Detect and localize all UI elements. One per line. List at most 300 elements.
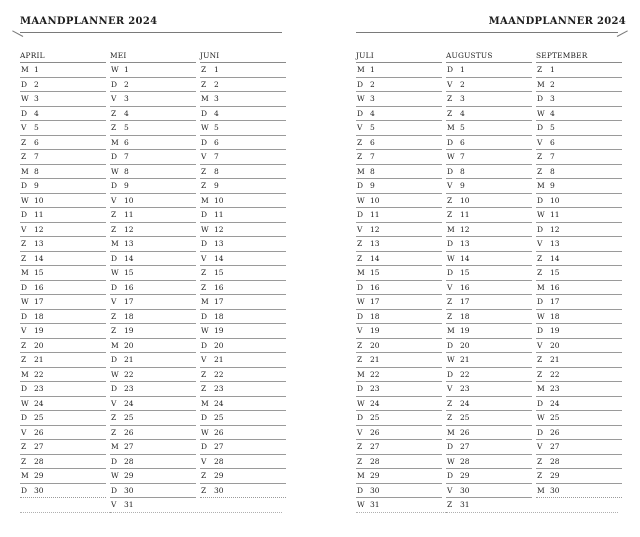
month-header: JULI: [356, 50, 442, 63]
day-number: 22: [124, 369, 134, 379]
day-row[interactable]: [356, 150, 442, 165]
day-row[interactable]: [356, 368, 442, 383]
day-number: 7: [370, 152, 375, 161]
day-row[interactable]: [446, 266, 532, 281]
day-row[interactable]: [446, 484, 532, 499]
day-number: 2: [550, 79, 555, 89]
weekday-letter: D: [357, 181, 364, 190]
day-row[interactable]: [20, 469, 106, 484]
day-number: 19: [124, 326, 134, 335]
day-number: 27: [34, 442, 44, 451]
day-row[interactable]: [446, 150, 532, 165]
day-row[interactable]: [536, 121, 622, 136]
day-row[interactable]: [20, 484, 106, 499]
day-number: 7: [124, 152, 129, 161]
page-title: MAANDPLANNER 2024: [488, 16, 626, 27]
day-row[interactable]: [110, 179, 196, 194]
weekday-letter: Z: [111, 108, 117, 118]
day-row[interactable]: [446, 208, 532, 223]
day-row[interactable]: [20, 295, 106, 310]
day-number: 13: [34, 239, 44, 248]
day-number: 29: [460, 471, 470, 480]
weekday-letter: D: [447, 239, 454, 248]
weekday-letter: V: [357, 326, 363, 335]
day-number: 15: [124, 268, 134, 277]
day-row[interactable]: [110, 397, 196, 412]
day-row[interactable]: [200, 78, 286, 93]
day-row[interactable]: [356, 92, 442, 107]
day-row[interactable]: [536, 484, 622, 499]
day-row[interactable]: [536, 223, 622, 238]
day-row[interactable]: [110, 63, 196, 78]
day-row[interactable]: [446, 107, 532, 122]
day-number: 25: [124, 413, 134, 422]
day-row[interactable]: [536, 469, 622, 484]
day-row[interactable]: [356, 237, 442, 252]
day-row[interactable]: [446, 368, 532, 383]
day-number: 28: [124, 456, 134, 466]
weekday-letter: D: [447, 340, 454, 350]
day-row[interactable]: [200, 411, 286, 426]
day-row[interactable]: [110, 136, 196, 151]
weekday-letter: D: [201, 108, 208, 118]
day-number: 24: [124, 398, 134, 408]
day-number: 20: [214, 340, 224, 350]
day-number: 21: [370, 355, 380, 364]
day-row[interactable]: [446, 339, 532, 354]
day-row[interactable]: [200, 397, 286, 412]
day-row[interactable]: [110, 440, 196, 455]
weekday-letter: V: [447, 282, 453, 292]
day-row[interactable]: [200, 165, 286, 180]
day-row[interactable]: [20, 397, 106, 412]
day-row[interactable]: [20, 237, 106, 252]
day-row[interactable]: [446, 411, 532, 426]
weekday-letter: W: [201, 427, 209, 437]
weekday-letter: D: [111, 152, 118, 161]
day-row[interactable]: [446, 92, 532, 107]
day-number: 11: [550, 210, 560, 219]
weekday-letter: W: [111, 166, 119, 176]
day-row[interactable]: [446, 78, 532, 93]
day-row[interactable]: [446, 455, 532, 470]
weekday-letter: D: [21, 79, 28, 89]
weekday-letter: Z: [21, 456, 27, 466]
day-row[interactable]: [110, 382, 196, 397]
day-row[interactable]: [356, 194, 442, 209]
day-row[interactable]: [20, 426, 106, 441]
day-row[interactable]: [446, 295, 532, 310]
day-row[interactable]: [446, 426, 532, 441]
day-number: 10: [370, 195, 380, 205]
day-number: 18: [214, 311, 224, 321]
day-row[interactable]: [200, 484, 286, 499]
day-row[interactable]: [356, 426, 442, 441]
day-row[interactable]: [536, 426, 622, 441]
weekday-letter: M: [357, 471, 365, 480]
day-row[interactable]: [110, 469, 196, 484]
day-row[interactable]: [536, 107, 622, 122]
day-number: 21: [124, 355, 134, 364]
weekday-letter: Z: [201, 166, 207, 176]
day-number: 27: [214, 442, 224, 451]
day-row[interactable]: [536, 165, 622, 180]
day-row[interactable]: [356, 223, 442, 238]
day-row[interactable]: [20, 440, 106, 455]
day-row[interactable]: [20, 252, 106, 267]
day-row[interactable]: [356, 310, 442, 325]
day-row[interactable]: [110, 498, 196, 513]
day-row[interactable]: [536, 194, 622, 209]
day-row[interactable]: [356, 498, 442, 513]
day-row[interactable]: [110, 237, 196, 252]
day-row[interactable]: [110, 121, 196, 136]
day-row[interactable]: [110, 252, 196, 267]
day-row[interactable]: [110, 266, 196, 281]
day-row[interactable]: [20, 353, 106, 368]
day-row[interactable]: [356, 136, 442, 151]
day-number: 23: [124, 384, 134, 393]
day-row[interactable]: [536, 397, 622, 412]
day-row[interactable]: [20, 266, 106, 281]
day-row[interactable]: [200, 426, 286, 441]
day-row[interactable]: [356, 63, 442, 78]
weekday-letter: Z: [537, 65, 543, 74]
weekday-letter: D: [447, 166, 454, 176]
weekday-letter: M: [21, 369, 29, 379]
day-row[interactable]: [200, 266, 286, 281]
weekday-letter: Z: [21, 253, 27, 263]
day-row[interactable]: [110, 426, 196, 441]
day-row[interactable]: [20, 281, 106, 296]
day-row[interactable]: [356, 121, 442, 136]
day-number: 10: [460, 195, 470, 205]
weekday-letter: V: [111, 195, 117, 205]
day-row[interactable]: [200, 252, 286, 267]
day-number: 20: [370, 340, 380, 350]
day-number: 7: [34, 152, 39, 161]
day-row[interactable]: [446, 63, 532, 78]
day-row[interactable]: [110, 324, 196, 339]
day-row[interactable]: [110, 353, 196, 368]
day-row[interactable]: [446, 165, 532, 180]
weekday-letter: Z: [111, 224, 117, 234]
day-row[interactable]: [446, 440, 532, 455]
day-row[interactable]: [20, 63, 106, 78]
day-number: 3: [34, 94, 39, 103]
day-row[interactable]: [200, 324, 286, 339]
day-row[interactable]: [356, 78, 442, 93]
day-number: 2: [214, 79, 219, 89]
day-row[interactable]: [20, 92, 106, 107]
day-row[interactable]: [356, 266, 442, 281]
day-number: 2: [370, 79, 375, 89]
day-number: 3: [460, 94, 465, 103]
weekday-letter: M: [447, 123, 455, 132]
weekday-letter: Z: [201, 384, 207, 393]
day-row[interactable]: [110, 368, 196, 383]
day-number: 21: [34, 355, 44, 364]
day-row[interactable]: [356, 165, 442, 180]
right-page: [346, 0, 640, 537]
weekday-letter: M: [201, 297, 209, 306]
day-number: 12: [460, 224, 470, 234]
weekday-letter: V: [447, 485, 453, 495]
day-row[interactable]: [446, 498, 532, 513]
day-row[interactable]: [20, 179, 106, 194]
day-number: 13: [550, 239, 560, 248]
day-number: 20: [550, 340, 560, 350]
day-row[interactable]: [536, 368, 622, 383]
day-row[interactable]: [536, 295, 622, 310]
weekday-letter: D: [111, 181, 118, 190]
day-row[interactable]: [20, 411, 106, 426]
weekday-letter: M: [111, 239, 119, 248]
day-row[interactable]: [536, 440, 622, 455]
weekday-letter: D: [21, 413, 28, 422]
day-row[interactable]: [536, 266, 622, 281]
day-row[interactable]: [200, 150, 286, 165]
day-row[interactable]: [446, 237, 532, 252]
day-row[interactable]: [446, 382, 532, 397]
day-row[interactable]: [200, 107, 286, 122]
day-row[interactable]: [20, 455, 106, 470]
day-row[interactable]: [200, 382, 286, 397]
day-number: 22: [460, 369, 470, 379]
day-row[interactable]: [20, 78, 106, 93]
weekday-letter: Z: [537, 456, 543, 466]
weekday-letter: Z: [201, 181, 207, 190]
day-row[interactable]: [200, 121, 286, 136]
day-number: 19: [550, 326, 560, 335]
day-row[interactable]: [446, 281, 532, 296]
day-row[interactable]: [356, 382, 442, 397]
day-row[interactable]: [110, 455, 196, 470]
day-row[interactable]: [20, 165, 106, 180]
day-number: 19: [460, 326, 470, 335]
weekday-letter: Z: [447, 108, 453, 118]
day-row[interactable]: [536, 136, 622, 151]
day-row[interactable]: [356, 281, 442, 296]
day-row[interactable]: [356, 353, 442, 368]
day-number: 17: [124, 297, 134, 306]
day-number: 29: [550, 471, 560, 480]
day-row[interactable]: [110, 194, 196, 209]
day-row[interactable]: [446, 223, 532, 238]
weekday-letter: D: [21, 282, 28, 292]
day-row[interactable]: [110, 411, 196, 426]
day-row[interactable]: [536, 208, 622, 223]
day-row[interactable]: [446, 252, 532, 267]
day-row[interactable]: [20, 368, 106, 383]
day-row[interactable]: [110, 339, 196, 354]
weekday-letter: M: [357, 369, 365, 379]
day-row[interactable]: [446, 179, 532, 194]
day-row[interactable]: [200, 63, 286, 78]
weekday-letter: Z: [447, 210, 453, 219]
weekday-letter: D: [447, 65, 454, 74]
day-number: 24: [34, 398, 44, 408]
day-number: 15: [460, 268, 470, 277]
weekday-letter: W: [447, 355, 455, 364]
day-row[interactable]: [200, 469, 286, 484]
day-row[interactable]: [356, 440, 442, 455]
day-number: 1: [214, 65, 219, 74]
weekday-letter: Z: [357, 442, 363, 451]
day-row[interactable]: [536, 179, 622, 194]
day-number: 26: [370, 427, 380, 437]
day-row[interactable]: [110, 92, 196, 107]
day-row[interactable]: [536, 237, 622, 252]
weekday-letter: D: [357, 413, 364, 422]
weekday-letter: D: [201, 210, 208, 219]
day-row[interactable]: [536, 150, 622, 165]
day-number: 28: [34, 456, 44, 466]
day-number: 8: [34, 166, 39, 176]
weekday-letter: Z: [357, 152, 363, 161]
day-row[interactable]: [446, 324, 532, 339]
day-row[interactable]: [20, 150, 106, 165]
day-number: 16: [214, 282, 224, 292]
day-row[interactable]: [536, 411, 622, 426]
day-row[interactable]: [536, 455, 622, 470]
weekday-letter: M: [537, 384, 545, 393]
day-number: 5: [550, 123, 555, 132]
weekday-letter: V: [537, 340, 543, 350]
day-number: 9: [124, 181, 129, 190]
day-row[interactable]: [536, 63, 622, 78]
day-row[interactable]: [446, 353, 532, 368]
day-row[interactable]: [356, 208, 442, 223]
day-row[interactable]: [356, 455, 442, 470]
day-number: 27: [550, 442, 560, 451]
day-row[interactable]: [110, 78, 196, 93]
day-row[interactable]: [200, 223, 286, 238]
day-row[interactable]: [200, 136, 286, 151]
weekday-letter: V: [447, 181, 453, 190]
day-row[interactable]: [356, 484, 442, 499]
day-row[interactable]: [200, 295, 286, 310]
day-row[interactable]: [356, 339, 442, 354]
day-row[interactable]: [110, 484, 196, 499]
day-row[interactable]: [356, 469, 442, 484]
day-row[interactable]: [356, 295, 442, 310]
weekday-letter: Z: [21, 442, 27, 451]
day-row[interactable]: [20, 208, 106, 223]
day-row[interactable]: [200, 208, 286, 223]
day-number: 20: [124, 340, 134, 350]
day-row[interactable]: [20, 339, 106, 354]
day-number: 17: [214, 297, 224, 306]
day-row[interactable]: [536, 353, 622, 368]
day-row[interactable]: [200, 281, 286, 296]
day-row[interactable]: [536, 92, 622, 107]
day-number: 1: [460, 65, 465, 74]
day-row[interactable]: [200, 179, 286, 194]
day-number: 24: [460, 398, 470, 408]
day-number: 26: [124, 427, 134, 437]
day-row[interactable]: [20, 324, 106, 339]
weekday-letter: Z: [357, 340, 363, 350]
weekday-letter: Z: [447, 94, 453, 103]
day-number: 31: [460, 500, 470, 509]
weekday-letter: D: [537, 427, 544, 437]
weekday-letter: W: [111, 65, 119, 74]
day-number: 10: [550, 195, 560, 205]
weekday-letter: M: [111, 340, 119, 350]
day-row[interactable]: [200, 455, 286, 470]
day-row[interactable]: [110, 310, 196, 325]
footer-rule: [356, 512, 618, 513]
day-row[interactable]: [20, 121, 106, 136]
day-row[interactable]: [356, 179, 442, 194]
day-row[interactable]: [446, 194, 532, 209]
day-row[interactable]: [536, 281, 622, 296]
day-row[interactable]: [536, 78, 622, 93]
day-row[interactable]: [110, 208, 196, 223]
day-row[interactable]: [446, 310, 532, 325]
day-row[interactable]: [20, 223, 106, 238]
day-row[interactable]: [200, 237, 286, 252]
day-row[interactable]: [356, 324, 442, 339]
day-row[interactable]: [536, 310, 622, 325]
day-row[interactable]: [200, 339, 286, 354]
day-row[interactable]: [110, 165, 196, 180]
day-row[interactable]: [200, 310, 286, 325]
day-number: 16: [370, 282, 380, 292]
day-row[interactable]: [20, 382, 106, 397]
day-row[interactable]: [200, 440, 286, 455]
day-row[interactable]: [200, 194, 286, 209]
day-row[interactable]: [536, 339, 622, 354]
day-number: 14: [550, 253, 560, 263]
day-row[interactable]: [20, 107, 106, 122]
day-row[interactable]: [110, 295, 196, 310]
day-row[interactable]: [536, 252, 622, 267]
day-row[interactable]: [446, 469, 532, 484]
weekday-letter: Z: [537, 166, 543, 176]
day-row[interactable]: [110, 150, 196, 165]
weekday-letter: Z: [537, 369, 543, 379]
day-row[interactable]: [536, 382, 622, 397]
day-row[interactable]: [110, 223, 196, 238]
day-row[interactable]: [20, 310, 106, 325]
day-number: 4: [214, 108, 219, 118]
day-row[interactable]: [446, 121, 532, 136]
weekday-letter: Z: [111, 123, 117, 132]
day-row[interactable]: [446, 136, 532, 151]
day-row[interactable]: [356, 397, 442, 412]
day-number: 16: [34, 282, 44, 292]
day-row[interactable]: [356, 411, 442, 426]
day-number: 18: [550, 311, 560, 321]
day-number: 5: [370, 123, 375, 132]
day-row[interactable]: [200, 92, 286, 107]
day-row[interactable]: [200, 353, 286, 368]
day-row[interactable]: [536, 324, 622, 339]
day-row[interactable]: [200, 368, 286, 383]
day-row[interactable]: [110, 107, 196, 122]
day-row[interactable]: [356, 252, 442, 267]
weekday-letter: V: [111, 297, 117, 306]
weekday-letter: M: [537, 79, 545, 89]
day-row[interactable]: [20, 194, 106, 209]
day-number: 25: [460, 413, 470, 422]
day-row[interactable]: [110, 281, 196, 296]
day-row[interactable]: [356, 107, 442, 122]
day-row[interactable]: [446, 397, 532, 412]
day-row[interactable]: [20, 136, 106, 151]
